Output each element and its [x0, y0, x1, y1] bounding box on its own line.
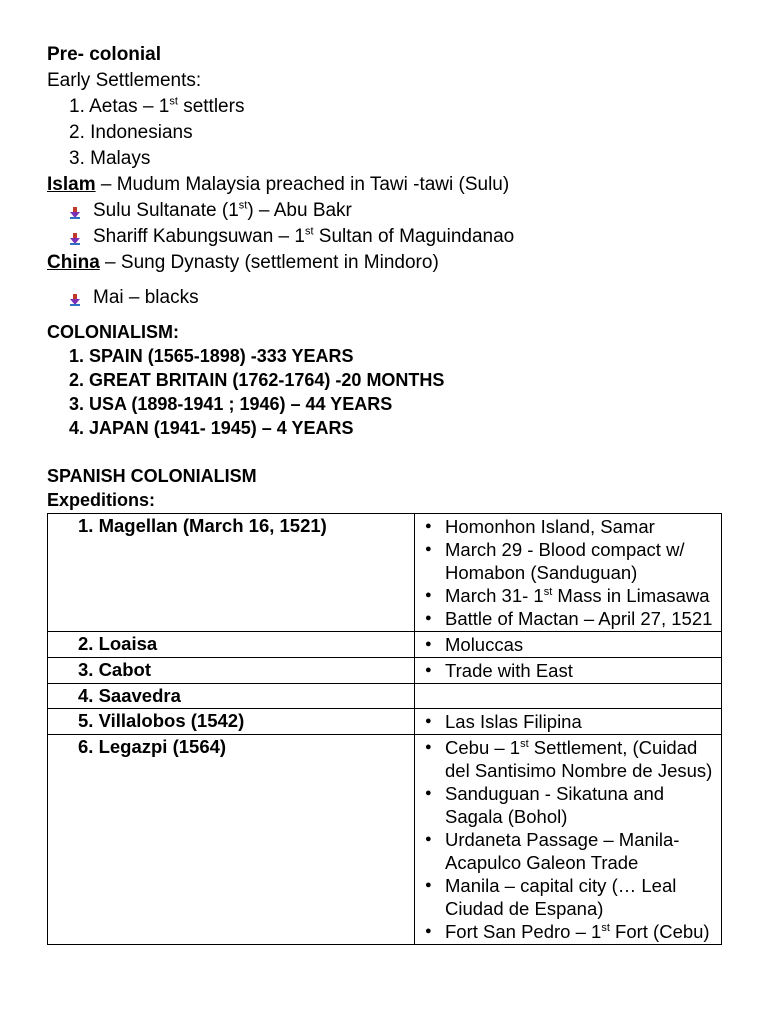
expedition-name: 4. Saavedra — [48, 684, 415, 709]
list-item — [419, 584, 717, 607]
expeditions-heading: Expeditions: — [47, 490, 156, 510]
bullet-icon: ● — [425, 715, 432, 727]
item-number: 1. — [69, 346, 85, 366]
item-text: USA (1898-1941 ; 1946) – 44 YEARS — [89, 394, 393, 414]
list-item — [47, 368, 727, 392]
item-text: Malays — [90, 148, 151, 169]
islam-heading — [47, 172, 727, 198]
list-item — [47, 120, 727, 146]
item-text: March 29 - Blood compact w/ Homabon (Sanduguan) — [445, 539, 685, 583]
item-text: Sultan of Maguindanao — [313, 226, 515, 247]
precolonial-title: Pre- colonial — [47, 44, 162, 65]
expedition-name: 5. Villalobos (1542) — [48, 709, 415, 735]
item-number: 2. — [69, 122, 85, 143]
bullet-icon: ● — [425, 589, 432, 601]
expedition-details — [415, 658, 722, 684]
arrow-bullet-icon — [69, 207, 82, 219]
item-text: Manila – capital city (… Leal Ciudad de Espana) — [445, 875, 677, 919]
detail-list — [419, 736, 717, 943]
list-item — [47, 224, 727, 250]
list-item — [47, 198, 727, 224]
detail-list — [419, 633, 717, 656]
item-text: Las Islas Filipina — [445, 711, 582, 732]
expedition-name: 6. Legazpi (1564) — [48, 735, 415, 945]
bullet-icon: ● — [425, 520, 432, 532]
item-text: Shariff Kabungsuwan – 1 — [93, 226, 305, 247]
china-text: – Sung Dynasty (settlement in Mindoro) — [99, 252, 439, 273]
arrow-bullet-icon — [69, 294, 82, 306]
settlers-list — [47, 94, 727, 172]
item-text: JAPAN (1941- 1945) – 4 YEARS — [89, 418, 354, 438]
list-item — [47, 285, 727, 311]
early-settlements-heading: Early Settlements: — [47, 70, 202, 91]
bullet-icon: ● — [425, 664, 432, 676]
list-item — [419, 710, 717, 733]
item-number: 2. — [69, 370, 85, 390]
item-number: 4. — [69, 418, 85, 438]
detail-list — [419, 515, 717, 630]
bullet-icon: ● — [425, 638, 432, 650]
item-text: Homonhon Island, Samar — [445, 516, 655, 537]
list-item — [419, 874, 717, 920]
islam-label: Islam — [47, 174, 96, 195]
item-text: ) – Abu Bakr — [247, 200, 352, 221]
bullet-icon: ● — [425, 612, 432, 624]
expedition-name: 2. Loaisa — [48, 632, 415, 658]
item-number: 3. — [69, 148, 85, 169]
bullet-icon: ● — [425, 925, 432, 937]
bullet-icon: ● — [425, 543, 432, 555]
expedition-details — [415, 514, 722, 632]
item-text: Urdaneta Passage – Manila-Acapulco Galeon Trade — [445, 829, 680, 873]
list-item — [47, 416, 727, 440]
expedition-name: 1. Magellan (March 16, 1521) — [48, 514, 415, 632]
superscript: st — [304, 225, 314, 238]
item-text: Indonesians — [90, 122, 193, 143]
item-text: Battle of Mactan – April 27, 1521 — [445, 608, 713, 629]
list-item — [419, 633, 717, 656]
list-item — [419, 659, 717, 682]
table-row — [48, 709, 722, 735]
list-item — [419, 782, 717, 828]
list-item — [47, 146, 727, 172]
item-text: Cebu – 1 — [445, 737, 521, 758]
list-item — [47, 94, 727, 120]
superscript: st — [520, 737, 529, 750]
item-text: March 31- 1 — [445, 585, 544, 606]
table-row — [48, 632, 722, 658]
superscript: st — [543, 585, 553, 598]
item-text: Moluccas — [445, 634, 524, 655]
expedition-details — [415, 684, 722, 709]
islam-text: – Mudum Malaysia preached in Tawi -tawi (Sulu) — [95, 174, 510, 195]
item-text: Fort (Cebu) — [609, 921, 710, 942]
list-item — [419, 538, 717, 584]
table-row — [48, 658, 722, 684]
item-text: settlers — [177, 96, 245, 117]
item-text: Aetas – 1 — [89, 96, 170, 117]
list-item — [419, 828, 717, 874]
superscript: st — [601, 921, 610, 934]
item-text: Mai – blacks — [93, 287, 199, 308]
item-text: SPAIN (1565-1898) -333 YEARS — [89, 346, 354, 366]
spanish-colonialism-title: SPANISH COLONIALISM — [47, 466, 257, 486]
superscript: st — [238, 199, 248, 212]
item-number: 3. — [69, 394, 85, 414]
bullet-icon: ● — [425, 879, 432, 891]
list-item — [419, 920, 717, 943]
arrow-bullet-icon — [69, 233, 82, 245]
bullet-icon: ● — [425, 741, 432, 753]
expedition-name: 3. Cabot — [48, 658, 415, 684]
document-page — [47, 42, 727, 945]
list-item — [47, 392, 727, 416]
bullet-icon: ● — [425, 833, 432, 845]
expedition-details — [415, 735, 722, 945]
list-item — [419, 736, 717, 782]
expedition-details — [415, 632, 722, 658]
expeditions-table — [47, 513, 722, 945]
table-row — [48, 735, 722, 945]
colonialism-title: COLONIALISM: — [47, 322, 179, 342]
detail-list — [419, 659, 717, 682]
colonialism-list — [47, 344, 727, 440]
china-label: China — [47, 252, 100, 273]
expedition-details — [415, 709, 722, 735]
china-heading — [47, 250, 727, 276]
item-text: Sanduguan - Sikatuna and Sagala (Bohol) — [445, 783, 665, 827]
detail-list — [419, 710, 717, 733]
list-item — [47, 344, 727, 368]
item-text: Fort San Pedro – 1 — [445, 921, 602, 942]
item-text: Trade with East — [445, 660, 573, 681]
item-text: Sulu Sultanate (1 — [93, 200, 239, 221]
list-item — [419, 515, 717, 538]
item-number: 1. — [69, 96, 85, 117]
bullet-icon: ● — [425, 787, 432, 799]
item-text: Settlement, (Cuidad del Santisimo Nombre de Jesus) — [445, 737, 713, 781]
superscript: st — [169, 95, 178, 108]
item-text: Mass in Limasawa — [552, 585, 710, 606]
table-row — [48, 684, 722, 709]
table-row — [48, 514, 722, 632]
list-item — [419, 607, 717, 630]
item-text: GREAT BRITAIN (1762-1764) -20 MONTHS — [89, 370, 445, 390]
